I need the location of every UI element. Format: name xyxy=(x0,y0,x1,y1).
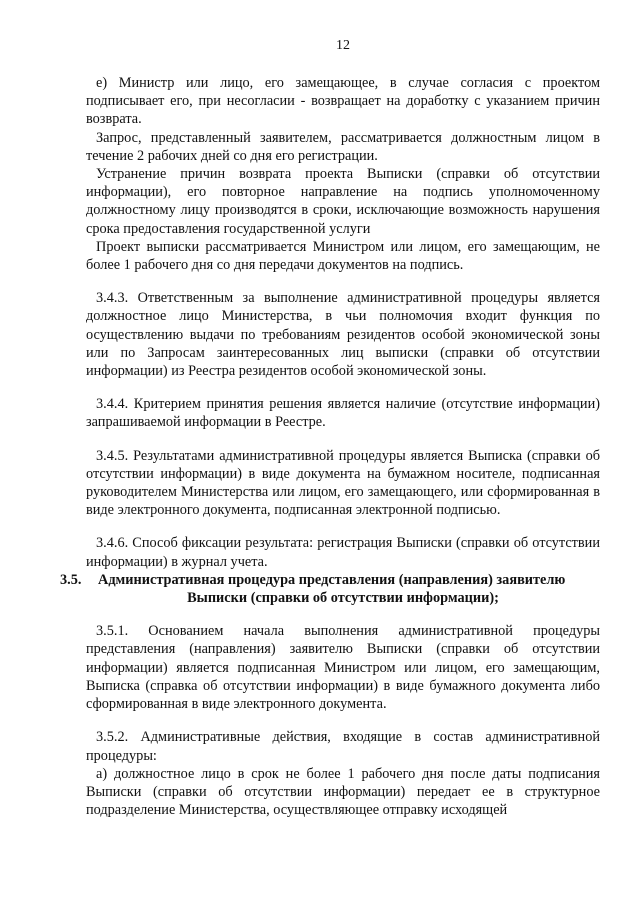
section-3-5-2: 3.5.2. Административные действия, входящие в состав административной процедуры: xyxy=(86,729,600,764)
section-heading-line2: Выписки (справки об отсутствии информации); xyxy=(187,590,499,607)
paragraph-draft-review: Проект выписки рассматривается Министром или лицом, его замещающим, не более 1 рабочего дня со дня передачи документов на подпись. xyxy=(86,238,600,274)
section-heading-number: 3.5. xyxy=(60,571,82,588)
section-3-4-3: 3.4.3. Ответственным за выполнение административной процедуры является должностное лицо Министерства, в чьи полномочия входит функция по осуществлению выдачи по требованиям резидентов особой экономической зоны или по Запросам заинтересованных лиц выписки (справки об отсутствии информации) из Реестра резидентов особой экономической зоны. xyxy=(86,290,600,380)
section-3-4-4: 3.4.4. Критерием принятия решения является наличие (отсутствие информации) запрашиваемой информации в Реестре. xyxy=(86,396,600,431)
paragraph-request-review: Запрос, представленный заявителем, рассматривается должностным лицом в течение 2 рабочих дней со дня его регистрации. xyxy=(86,129,600,164)
section-heading-3-5 xyxy=(60,571,600,607)
item-e: е) Министр или лицо, его замещающее, в случае согласия с проектом подписывает его, при несогласии - возвращает на доработку с указанием причин возврата. xyxy=(86,75,600,128)
page-number: 12 xyxy=(336,38,350,53)
paragraph-return-elimination: Устранение причин возврата проекта Выписки (справки об отсутствии информации), его повторное направление на подпись уполномоченному должностному лицу производятся в сроки, исключающие возможность нарушения срока предоставления государственной услуги xyxy=(86,166,600,237)
section-heading-line1: Административная процедура представления (направления) заявителю xyxy=(98,571,566,588)
section-3-5-1: 3.5.1. Основанием начала выполнения административной процедуры представления (направления) заявителю Выписки (справки об отсутствии информации) является подписанная Министром или лицом, его замещающим, Выписка (справка об отсутствии информации) в виде бумажного документа либо сформированная в виде электронного документа. xyxy=(86,623,600,713)
section-3-4-5: 3.4.5. Результатами административной процедуры является Выписка (справки об отсутствии информации) в виде документа на бумажном носителе, подписанная руководителем Министерства или лицом, его замещающего, или сформированная в виде электронного документа, подписанная электронной подписью. xyxy=(86,447,600,519)
item-a: а) должностное лицо в срок не более 1 рабочего дня после даты подписания Выписки (справки об отсутствии информации) передает ее в структурное подразделение Министерства, осуществляющее отправку исходящей xyxy=(86,765,600,819)
section-3-4-6: 3.4.6. Способ фиксации результата: регистрация Выписки (справки об отсутствии информации) в журнал учета. xyxy=(86,535,600,570)
